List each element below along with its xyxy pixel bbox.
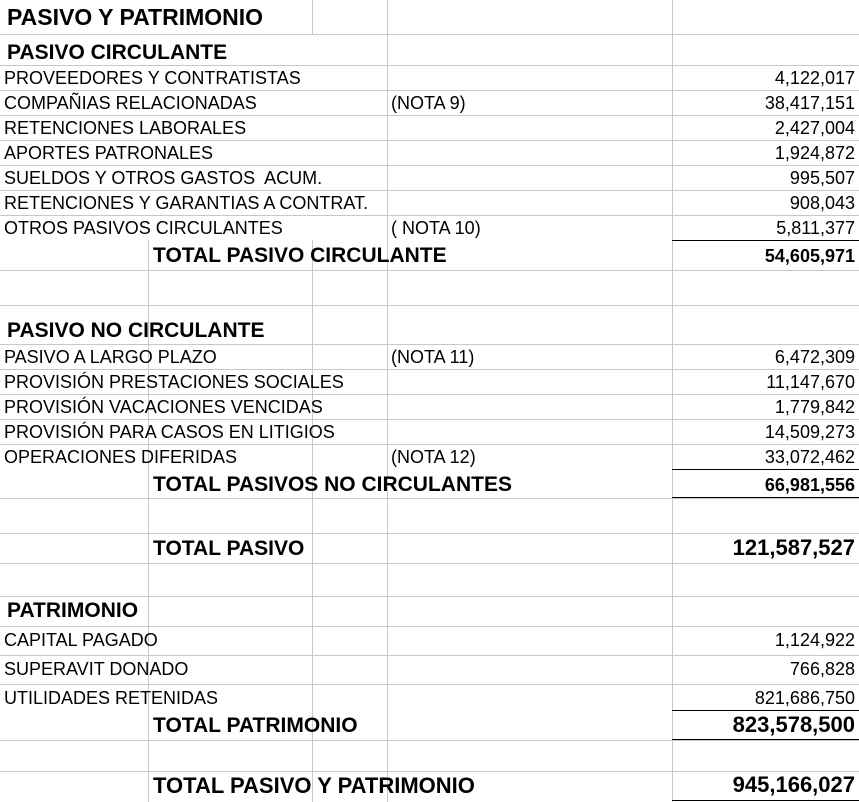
row-label: OPERACIONES DIFERIDAS [4, 447, 238, 467]
row-amount: 1,779,842 [774, 397, 855, 417]
row-amount: 1,124,922 [774, 630, 855, 650]
total-pasivo-patrimonio-label: TOTAL PASIVO Y PATRIMONIO [153, 773, 475, 798]
row-amount: 38,417,151 [764, 93, 855, 113]
row-label: RETENCIONES LABORALES [4, 118, 247, 138]
row-label: PROVISIÓN VACACIONES VENCIDAS [4, 397, 323, 417]
row-amount: 1,924,872 [774, 143, 855, 163]
total-patrimonio-label: TOTAL PATRIMONIO [153, 714, 358, 737]
section-heading-pasivo-no-circulante: PASIVO NO CIRCULANTE [7, 319, 265, 342]
section-heading-patrimonio: PATRIMONIO [7, 599, 139, 622]
total-pasivo-no-circulante-label: TOTAL PASIVOS NO CIRCULANTES [153, 473, 512, 496]
row-label: UTILIDADES RETENIDAS [4, 688, 219, 708]
total-pasivo-patrimonio-amount: 945,166,027 [732, 772, 855, 797]
row-amount: 6,472,309 [774, 347, 855, 367]
page-title: PASIVO Y PATRIMONIO [7, 4, 264, 30]
row-note: (NOTA 11) [391, 347, 475, 367]
total-patrimonio-amount: 823,578,500 [732, 712, 855, 737]
row-label: COMPAÑIAS RELACIONADAS [4, 93, 257, 113]
total-pasivo-amount: 121,587,527 [732, 535, 855, 560]
row-label: RETENCIONES Y GARANTIAS A CONTRAT. [4, 193, 369, 213]
row-amount: 33,072,462 [764, 447, 855, 467]
row-label: SUPERAVIT DONADO [4, 659, 189, 679]
row-label: PROVISIÓN PARA CASOS EN LITIGIOS [4, 422, 335, 442]
row-label: SUELDOS Y OTROS GASTOS ACUM. [4, 168, 323, 188]
row-label: OTROS PASIVOS CIRCULANTES [4, 218, 283, 238]
row-label: CAPITAL PAGADO [4, 630, 158, 650]
row-amount: 11,147,670 [766, 372, 855, 392]
row-amount: 2,427,004 [774, 118, 855, 138]
row-label: PASIVO A LARGO PLAZO [4, 347, 217, 367]
row-label: PROVEEDORES Y CONTRATISTAS [4, 68, 301, 88]
row-amount: 821,686,750 [754, 688, 855, 708]
row-label: PROVISIÓN PRESTACIONES SOCIALES [4, 372, 344, 392]
total-pasivo-circulante-label: TOTAL PASIVO CIRCULANTE [153, 244, 447, 267]
row-amount: 14,509,273 [764, 422, 855, 442]
row-note: ( NOTA 10) [391, 218, 481, 238]
row-note: (NOTA 12) [391, 447, 476, 467]
total-pasivo-label: TOTAL PASIVO [153, 537, 305, 560]
row-amount: 5,811,377 [776, 218, 855, 238]
row-note: (NOTA 9) [391, 93, 466, 113]
row-label: APORTES PATRONALES [4, 143, 214, 163]
row-amount: 766,828 [789, 659, 855, 679]
total-pasivo-circulante-amount: 54,605,971 [764, 246, 855, 266]
section-heading-pasivo-circulante: PASIVO CIRCULANTE [7, 41, 228, 64]
row-amount: 908,043 [789, 193, 855, 213]
row-amount: 995,507 [789, 168, 855, 188]
total-pasivo-no-circulante-amount: 66,981,556 [764, 475, 855, 495]
row-amount: 4,122,017 [774, 68, 855, 88]
